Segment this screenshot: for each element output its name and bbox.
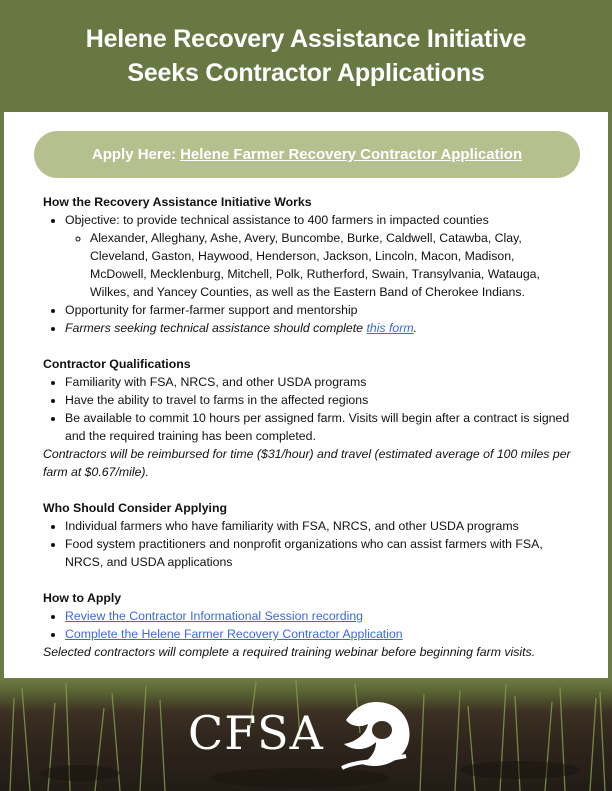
list-item (65, 625, 573, 643)
list-item: • Be available to commit 10 hours per assigned farm. Visits will begin after a contract is signed and the required training has been completed. (65, 409, 573, 445)
content-panel (4, 112, 608, 678)
qualifications-list (43, 373, 573, 445)
how-to-apply-list (43, 607, 573, 643)
apply-here-button[interactable] (34, 131, 580, 178)
page-title-line-2: Seeks Contractor Applications (127, 59, 485, 87)
section-title-how-it-works: How the Recovery Assistance Initiative Works (43, 195, 312, 209)
list-item: • Have the ability to travel to farms in the affected regions (65, 391, 573, 409)
footer-soil-banner (0, 678, 612, 791)
section-title-who-should-apply: Who Should Consider Applying (43, 501, 227, 515)
leaf-swirl-icon (336, 698, 416, 772)
info-session-recording-link[interactable]: Review the Contractor Informational Session recording (65, 609, 364, 623)
cfsa-logo (188, 694, 428, 774)
this-form-link[interactable]: this form (366, 321, 414, 335)
section-title-qualifications: Contractor Qualifications (43, 357, 191, 371)
training-note: Selected contractors will complete a required training webinar before beginning farm visits. (43, 645, 536, 659)
form-prefix: Farmers seeking technical assistance should complete (65, 321, 364, 335)
body-text (43, 193, 573, 661)
who-should-apply-list (43, 517, 573, 571)
counties-sublist (65, 229, 573, 301)
how-it-works-list (43, 211, 573, 337)
header-banner (0, 0, 612, 112)
complete-application-link[interactable]: Complete the Helene Farmer Recovery Contractor Application (65, 627, 403, 641)
apply-prefix: Apply Here: (91, 146, 177, 163)
list-item (65, 211, 573, 301)
list-item (65, 319, 573, 337)
list-item: • Opportunity for farmer-farmer support and mentorship (65, 301, 573, 319)
list-item: • Familiarity with FSA, NRCS, and other USDA programs (65, 373, 573, 391)
contractor-application-link[interactable]: Helene Farmer Recovery Contractor Application (180, 146, 523, 163)
counties-item: ◦ Alexander, Alleghany, Ashe, Avery, Buncombe, Burke, Caldwell, Catawba, Clay, Cleveland, Gaston, Haywood, Henderson, Jackson, Lincoln, Macon, Madison, McDowell, Mecklenburg, Mitchell, Polk, Rutherford, Swain, Transylvania, Watauga, Wilkes, and Yancey Counties, as well as the Eastern Band of Cherokee Indians. (90, 229, 573, 301)
objective-text: Objective: to provide technical assistance to 400 farmers in impacted counties (65, 213, 489, 227)
list-item: • Individual farmers who have familiarity with FSA, NRCS, and other USDA programs (65, 517, 573, 535)
reimbursement-note: Contractors will be reimbursed for time ($31/hour) and travel (estimated average of 100 miles per farm at $0.67/mile). (43, 447, 571, 479)
page-title-line-1: Helene Recovery Assistance Initiative (85, 25, 527, 53)
list-item (65, 607, 573, 625)
section-title-how-to-apply: How to Apply (43, 591, 122, 605)
logo-text: CFSA (188, 706, 324, 760)
list-item: • Food system practitioners and nonprofit organizations who can assist farmers with FSA, NRCS, and USDA applications (65, 535, 573, 571)
form-suffix: . (413, 321, 418, 335)
